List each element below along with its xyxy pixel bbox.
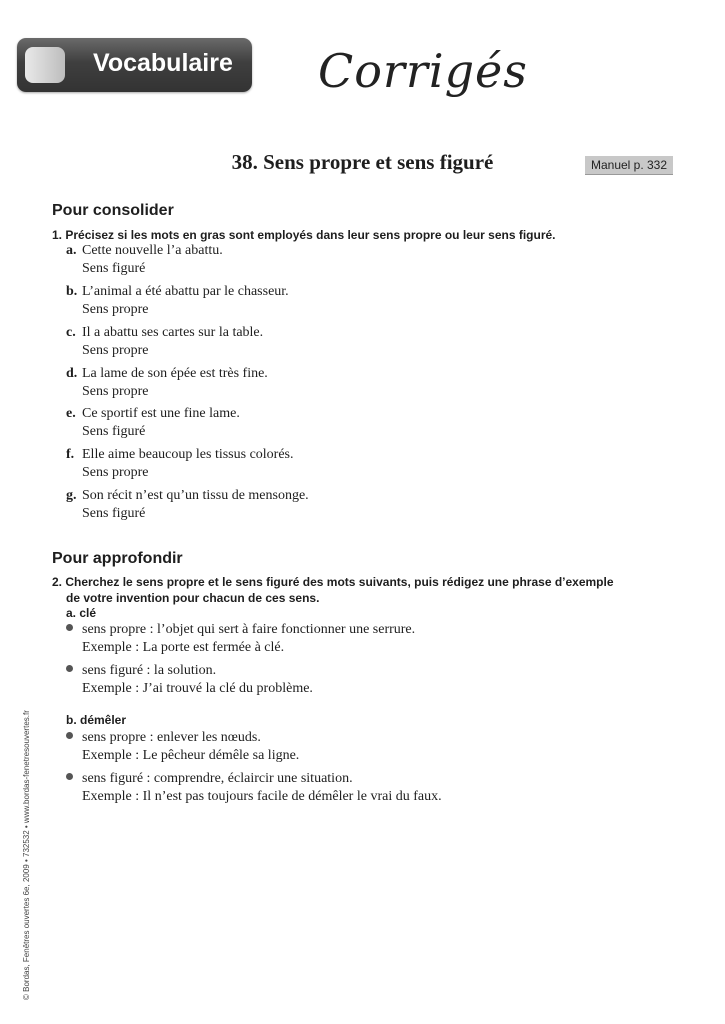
word-heading: b. démêler xyxy=(66,713,127,727)
definition-bullet xyxy=(66,621,415,656)
bullet-icon xyxy=(66,732,73,739)
item-sentence: Ce sportif est une fine lame. xyxy=(82,406,240,421)
definition-text: sens propre : l’objet qui sert à faire fonctionner une serrure. xyxy=(82,622,416,637)
item-answer: Sens propre xyxy=(82,383,149,399)
item-sentence: La lame de son épée est très fine. xyxy=(82,366,268,381)
example-text: Exemple : Il n’est pas toujours facile de démêler le vrai du faux. xyxy=(82,788,442,804)
question-1: 1. Précisez si les mots en gras sont employés dans leur sens propre ou leur sens figuré. xyxy=(52,228,556,242)
tab-knob-icon xyxy=(25,47,65,83)
item-sentence: Elle aime beaucoup les tissus colorés. xyxy=(82,447,294,462)
definition-text: sens figuré : comprendre, éclaircir une situation. xyxy=(82,771,353,786)
answer-item xyxy=(66,242,223,277)
item-sentence: L’animal a été abattu par le chasseur. xyxy=(82,284,289,299)
question-2 xyxy=(52,574,632,606)
item-label: c. xyxy=(66,325,76,340)
section-heading-approfondir: Pour approfondir xyxy=(52,550,183,567)
bullet-icon xyxy=(66,773,73,780)
word-heading: a. clé xyxy=(66,606,97,620)
question-line: de votre invention pour chacun de ces sens. xyxy=(66,591,320,605)
answer-item xyxy=(66,487,309,522)
item-answer: Sens propre xyxy=(82,464,149,480)
copyright-side-text: © Bordas, Fenêtres ouvertes 6e, 2009 • 732532 • www.bordas-fenetresouvertes.fr xyxy=(22,710,31,1000)
item-label: d. xyxy=(66,366,78,381)
item-answer: Sens propre xyxy=(82,301,149,317)
bullet-icon xyxy=(66,624,73,631)
question-line: 2. Cherchez le sens propre et le sens figuré des mots suivants, puis rédigez une phrase d’exemple xyxy=(52,575,614,589)
item-sentence: Cette nouvelle l’a abattu. xyxy=(82,243,223,258)
example-text: Exemple : J’ai trouvé la clé du problème. xyxy=(82,680,313,696)
answer-item xyxy=(66,365,268,400)
item-sentence: Il a abattu ses cartes sur la table. xyxy=(82,325,264,340)
item-label: a. xyxy=(66,243,77,258)
item-label: b. xyxy=(66,284,78,299)
bullet-icon xyxy=(66,665,73,672)
example-text: Exemple : La porte est fermée à clé. xyxy=(82,639,285,655)
definition-bullet xyxy=(66,729,299,764)
corriges-logo: Corrigés xyxy=(318,44,528,98)
item-answer: Sens propre xyxy=(82,342,149,358)
item-sentence: Son récit n’est qu’un tissu de mensonge. xyxy=(82,488,309,503)
item-label: e. xyxy=(66,406,76,421)
answer-item xyxy=(66,324,263,359)
definition-bullet xyxy=(66,662,313,697)
example-text: Exemple : Le pêcheur démêle sa ligne. xyxy=(82,747,300,763)
manual-page-badge: Manuel p. 332 xyxy=(585,156,673,175)
answer-item xyxy=(66,405,240,440)
definition-text: sens figuré : la solution. xyxy=(82,663,217,678)
item-answer: Sens figuré xyxy=(82,505,146,521)
item-answer: Sens figuré xyxy=(82,260,146,276)
tab-label: Vocabulaire xyxy=(93,49,233,77)
section-heading-consolider: Pour consolider xyxy=(52,202,174,219)
item-label: g. xyxy=(66,488,77,503)
section-tab xyxy=(17,38,252,92)
definition-bullet xyxy=(66,770,442,805)
answer-item xyxy=(66,283,289,318)
answer-item xyxy=(66,446,294,481)
definition-text: sens propre : enlever les nœuds. xyxy=(82,730,261,745)
item-answer: Sens figuré xyxy=(82,423,146,439)
page-title: 38. Sens propre et sens figuré xyxy=(231,150,494,174)
item-label: f. xyxy=(66,447,75,462)
